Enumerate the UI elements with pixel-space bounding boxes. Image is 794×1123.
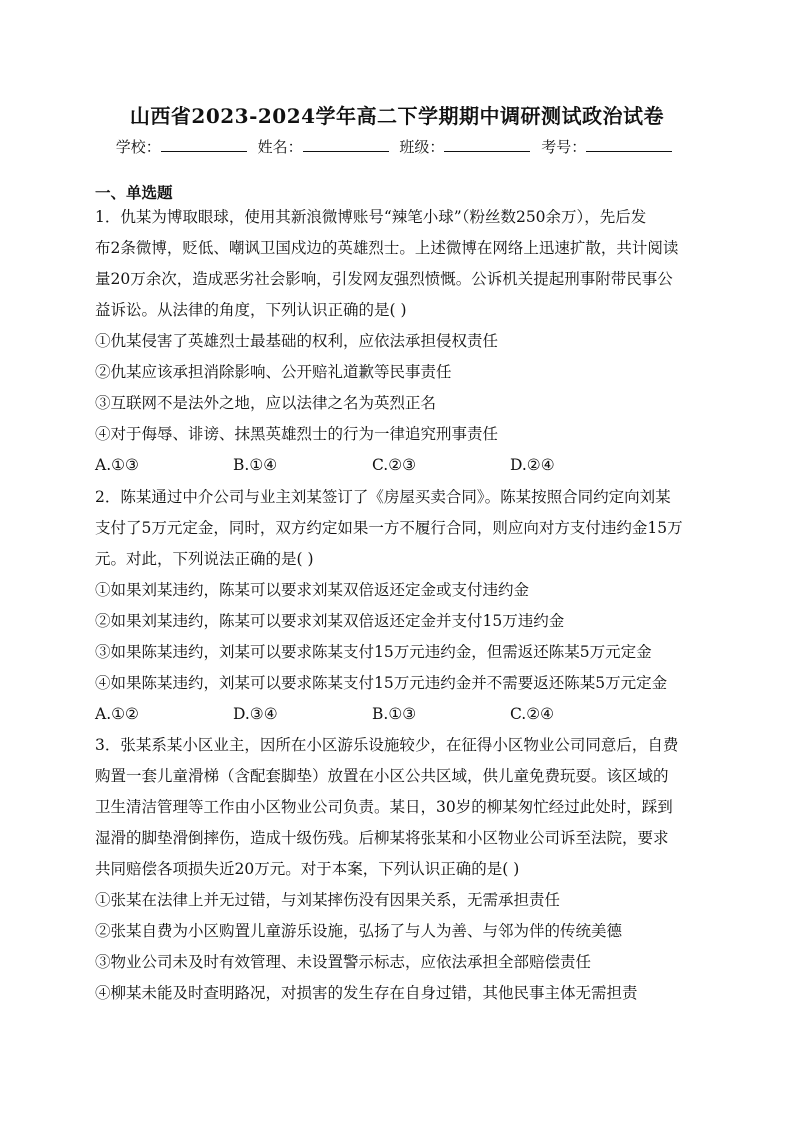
choice-d: D.②④: [510, 456, 555, 474]
question-stem-line: 3．张某系某小区业主，因所在小区游乐设施较少，在征得小区物业公司同意后，自费: [95, 736, 679, 754]
choice-a: A.①③: [95, 456, 139, 474]
page-title: 山西省2023-2024学年高二下学期期中调研测试政治试卷: [129, 104, 665, 128]
question-1: [95, 202, 700, 481]
question-stem-line: 购置一套儿童滑梯（含配套脚垫）放置在小区公共区域，供儿童免费玩耍。该区域的: [95, 767, 669, 785]
question-stem-line: 湿滑的脚垫滑倒摔伤，造成十级伤残。后柳某将张某和小区物业公司诉至法院，要求: [95, 829, 669, 847]
class-label: 班级：: [399, 138, 445, 156]
school-blank: [161, 137, 247, 152]
question-stem-line: 量20万余次，造成恶劣社会影响，引发网友强烈愤慨。公诉机关提起刑事附带民事公: [95, 270, 673, 288]
answer-choices: [95, 699, 700, 730]
choice-b: B.①④: [233, 456, 278, 474]
choice-c: C.②④: [510, 705, 555, 723]
statement-option: ③如果陈某违约，刘某可以要求陈某支付15万元违约金，但需返还陈某5万元定金: [95, 643, 652, 661]
choice-c: C.②③: [372, 456, 417, 474]
question-stem-line: 2．陈某通过中介公司与业主刘某签订了《房屋买卖合同》。陈某按照合同约定向刘某: [95, 488, 671, 506]
statement-option: ③物业公司未及时有效管理、未设置警示标志，应依法承担全部赔偿责任: [95, 953, 592, 971]
statement-option: ③互联网不是法外之地，应以法律之名为英烈正名: [95, 394, 437, 412]
section-heading: 一、单选题: [95, 183, 173, 202]
class-blank: [444, 137, 530, 152]
statement-option: ②张某自费为小区购置儿童游乐设施，弘扬了与人为善、与邻为伴的传统美德: [95, 922, 623, 940]
question-stem-line: 1．仇某为博取眼球，使用其新浪微博账号“辣笔小球”（粉丝数250余万），先后发: [95, 208, 647, 226]
question-3: [95, 730, 700, 1009]
number-blank: [586, 137, 672, 152]
statement-option: ①张某在法律上并无过错，与刘某摔伤没有因果关系，无需承担责任: [95, 891, 561, 909]
choice-b: B.①③: [372, 705, 417, 723]
number-label: 考号：: [541, 138, 587, 156]
question-stem-line: 布2条微博，贬低、嘲讽卫国戍边的英雄烈士。上述微博在网络上迅速扩散，共计阅读: [95, 239, 679, 257]
question-stem-line: 支付了5万元定金，同时，双方约定如果一方不履行合同，则应向对方支付违约金15万: [95, 519, 683, 537]
school-label: 学校：: [115, 138, 161, 156]
statement-option: ①仇某侵害了英雄烈士最基础的权利，应依法承担侵权责任: [95, 332, 499, 350]
statement-option: ④如果陈某违约，刘某可以要求陈某支付15万元违约金并不需要返还陈某5万元定金: [95, 674, 668, 692]
statement-option: ④柳某未能及时查明路况，对损害的发生存在自身过错，其他民事主体无需担责: [95, 984, 638, 1002]
question-stem-line: 卫生清洁管理等工作由小区物业公司负责。某日，30岁的柳某匆忙经过此处时，踩到: [95, 798, 673, 816]
statement-option: ②仇某应该承担消除影响、公开赔礼道歉等民事责任: [95, 363, 452, 381]
question-stem-line: 共同赔偿各项损失近20万元。对于本案，下列认识正确的是( ): [95, 860, 520, 878]
student-info-row: [0, 136, 794, 157]
choice-d: D.③④: [233, 705, 278, 723]
name-blank: [303, 137, 389, 152]
name-label: 姓名：: [257, 138, 303, 156]
statement-option: ①如果刘某违约，陈某可以要求刘某双倍返还定金或支付违约金: [95, 581, 530, 599]
question-stem-line: 益诉讼。从法律的角度，下列认识正确的是( ): [95, 301, 407, 319]
question-stem-line: 元。对此，下列说法正确的是( ): [95, 550, 314, 568]
statement-option: ④对于侮辱、诽谤、抹黑英雄烈士的行为一律追究刑事责任: [95, 425, 499, 443]
statement-option: ②如果刘某违约，陈某可以要求刘某双倍返还定金并支付15万违约金: [95, 612, 565, 630]
question-2: [95, 482, 700, 730]
choice-a: A.①②: [95, 705, 139, 723]
answer-choices: [95, 450, 700, 481]
